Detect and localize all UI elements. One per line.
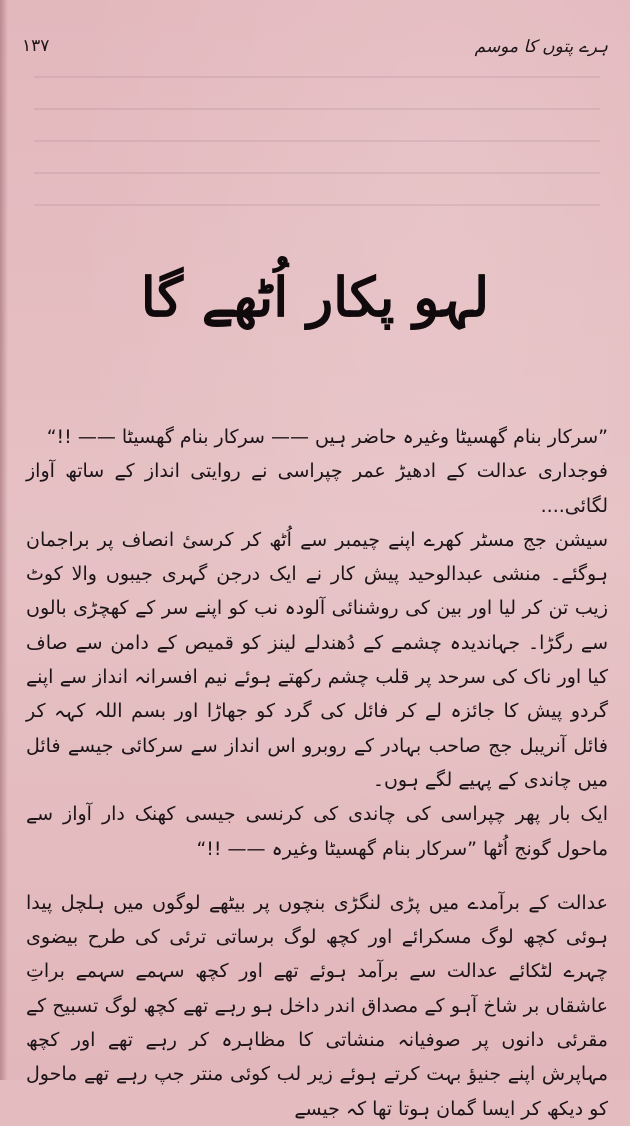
page-number: ١٣٧ (22, 36, 50, 56)
paragraph-session-judge: سیشن جج مسٹر کھرے اپنے چیمبر سے اُٹھ کر کرسیٔ انصاف پر براجمان ہوگئے۔ منشی عبدالوحید پیش کار نے ایک درجن گہری جیبوں والا کوٹ زیب تن کر لیا اور بین کی روشنائی آلودہ نب کو اپنے سر کے کھچڑی بالوں سے رگڑا۔ جہاندیدہ چشمے کے دُھندلے لینز کو قمیص کے دامن سے صاف کیا اور ناک کی سرحد پر قلب چشم رکھتے ہوئے نیم افسرانہ انداز سے اپنے گردو پیش کا جائزہ لے کر فائل کی گرد کو جھاڑا اور بسم اللہ کہہ کر فائل آنریبل جج صاحب بہادر کے روبرو اس انداز سے سرکائی جیسے فائل میں چاندی کے پہیے لگے ہوں۔ (26, 528, 608, 791)
paragraph-court-call: ”سرکار بنام گھسیٹا وغیرہ حاضر ہیں —— سرکار بنام گھسیٹا —— !!“ (46, 426, 608, 448)
paragraph-second-call: ایک بار پھر چپراسی کی چاندی کی کرنسی جیسی کھنک دار آواز سے ماحول گونج اُٹھا ”سرکار بنام گھسیٹا وغیرہ —— !!“ (26, 803, 608, 860)
page-binding-shadow (0, 0, 8, 1080)
body-text (26, 420, 608, 1126)
page-header (22, 36, 608, 64)
paragraph-peon-call: فوجداری عدالت کے ادھیڑ عمر چپراسی نے روایتی انداز کے ساتھ آواز لگائی.... (26, 460, 608, 517)
show-through-text (34, 76, 600, 226)
chapter-title: لہو پکار اُٹھے گا (140, 265, 490, 329)
paragraph-verandah: عدالت کے برآمدے میں پڑی لنگڑی بنچوں پر بیٹھے لوگوں میں ہلچل پیدا ہوئی کچھ لوگ مسکرائے اور کچھ لوگ برساتی ترئی کی طرح بیضوی چہرے لٹکائے عدالت سے برآمد ہوئے تھے اور کچھ سہمے سہمے براتِ عاشقاں بر شاخ آہو کے مصداق اندر داخل ہو رہے تھے کچھ لوگ تسبیح کے مقرئی دانوں پر صوفیانہ منشاتی کا مظاہرہ کر رہے تھے اور کچھ مہاپرش اپنے جنیؤ بہت کرتے ہوئے زیر لب کوئی منتر جپ رہے تھے ماحول کو دیکھ کر ایسا گمان ہوتا تھا کہ جیسے (26, 891, 608, 1120)
running-title: ہرے پتوں کا موسم (474, 37, 608, 57)
